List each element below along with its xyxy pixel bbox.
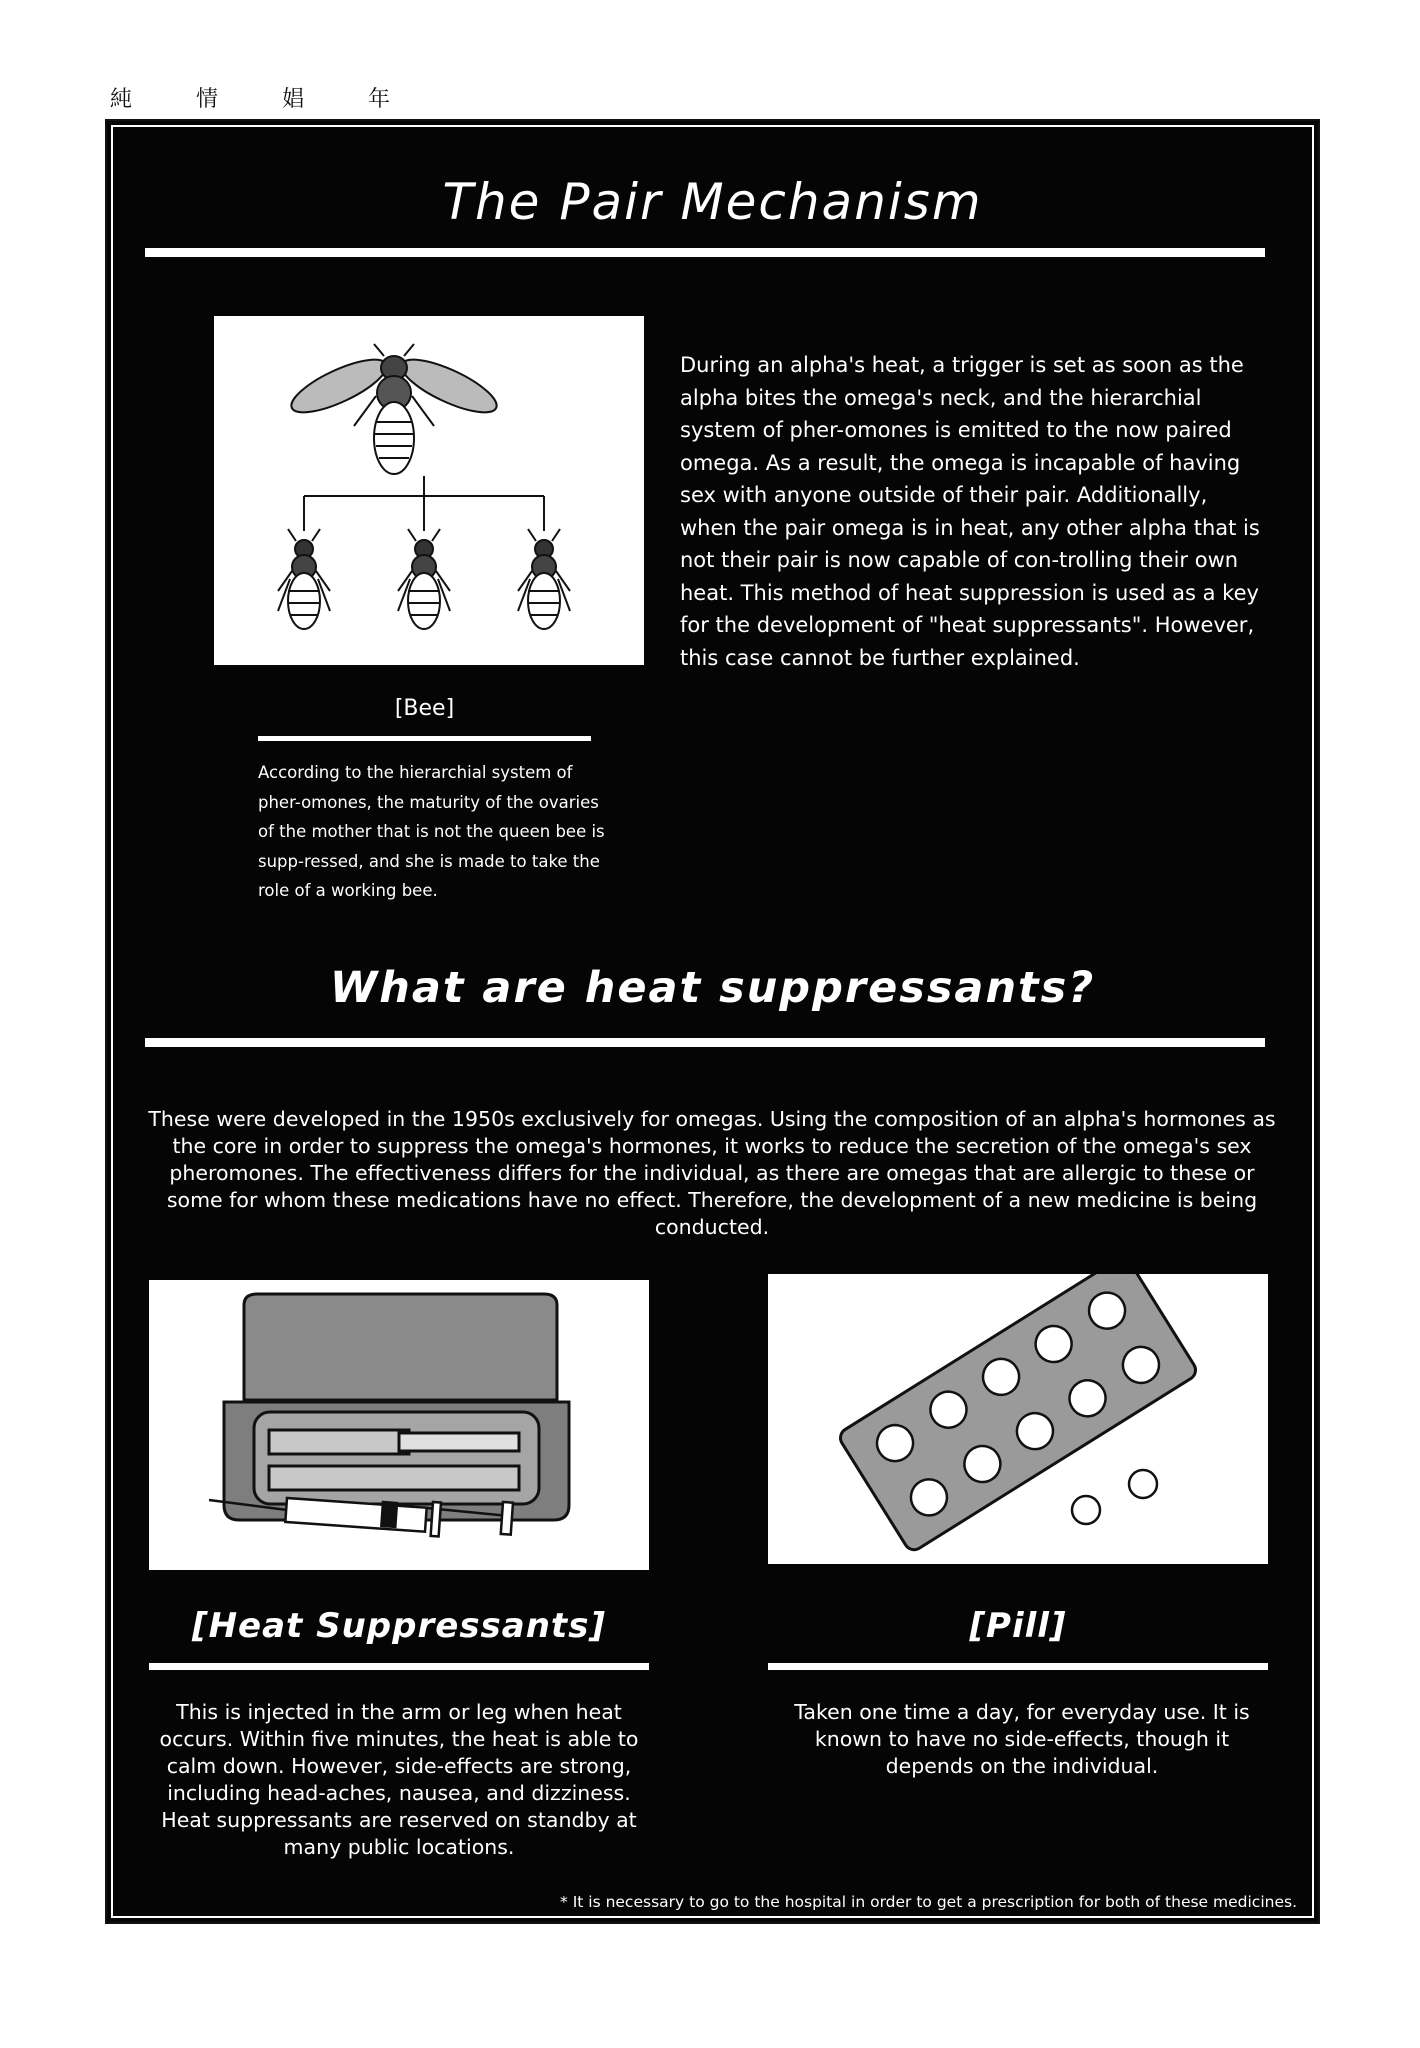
header-kanji — [110, 82, 390, 113]
kanji-2: 情 — [196, 87, 219, 112]
heat-suppressants-description: This is injected in the arm or leg when heat occurs. Within five minutes, the heat is able to calm down. However, side-effects are strong, including head-aches, nausea, and dizziness. Heat suppressants are reserved on standby at many public locations. — [159, 1700, 639, 1859]
bee-illustration — [214, 316, 644, 665]
info-panel — [105, 119, 1320, 1924]
bee-caption-underline — [258, 736, 591, 741]
bee-hierarchy-icon — [214, 316, 644, 665]
heat-suppressants-label: [Heat Suppressants] — [192, 1606, 606, 1646]
pill-description: Taken one time a day, for everyday use. It is known to have no side-effects, though it depends on the individual. — [794, 1700, 1250, 1778]
pill-pack-illustration — [768, 1274, 1268, 1564]
heat-suppressants-body: These were developed in the 1950s exclusively for omegas. Using the composition of an alpha's hormones as the core in order to suppress the omega's hormones, it works to reduce the secretion of the omega's sex pheromones. The effectiveness differs for the individual, as there are omegas that are allergic to these or some for whom these medications have no effect. Therefore, the development of a new medicine is being conducted. — [148, 1107, 1276, 1239]
injection-kit-illustration — [149, 1280, 649, 1570]
pill-label: [Pill] — [969, 1606, 1067, 1646]
footnote: * It is necessary to go to the hospital in order to get a prescription for both of these medicines. — [560, 1893, 1297, 1911]
pair-mechanism-body: During an alpha's heat, a trigger is set as soon as the alpha bites the omega's neck, and the hierarchial system of pher-omones is emitted to the now paired omega. As a result, the omega is incapable of having sex with anyone outside of their pair. Additionally, when the pair omega is in heat, any other alpha that is not their pair is now capable of con-trolling their own heat. This method of heat suppression is used as a key for the development of "heat suppressants". However, this case cannot be further explained. — [680, 353, 1260, 670]
syringe-case-icon — [149, 1280, 649, 1570]
kanji-3: 娼 — [282, 87, 305, 112]
title-underline — [145, 248, 1265, 257]
blister-pack-icon — [768, 1274, 1268, 1564]
bee-caption: [Bee] — [394, 696, 455, 721]
section-title-pair-mechanism: The Pair Mechanism — [442, 173, 983, 231]
pill-underline — [768, 1663, 1268, 1670]
section2-underline — [145, 1038, 1265, 1047]
section-title-heat-suppressants: What are heat suppressants? — [329, 963, 1096, 1013]
kanji-1: 純 — [110, 87, 133, 112]
kanji-4: 年 — [368, 87, 391, 112]
bee-description: According to the hierarchial system of pher-omones, the maturity of the ovaries of the mother that is not the queen bee is supp-ressed, and she is made to take the role of a working bee. — [258, 763, 605, 900]
heat-suppressants-underline — [149, 1663, 649, 1670]
